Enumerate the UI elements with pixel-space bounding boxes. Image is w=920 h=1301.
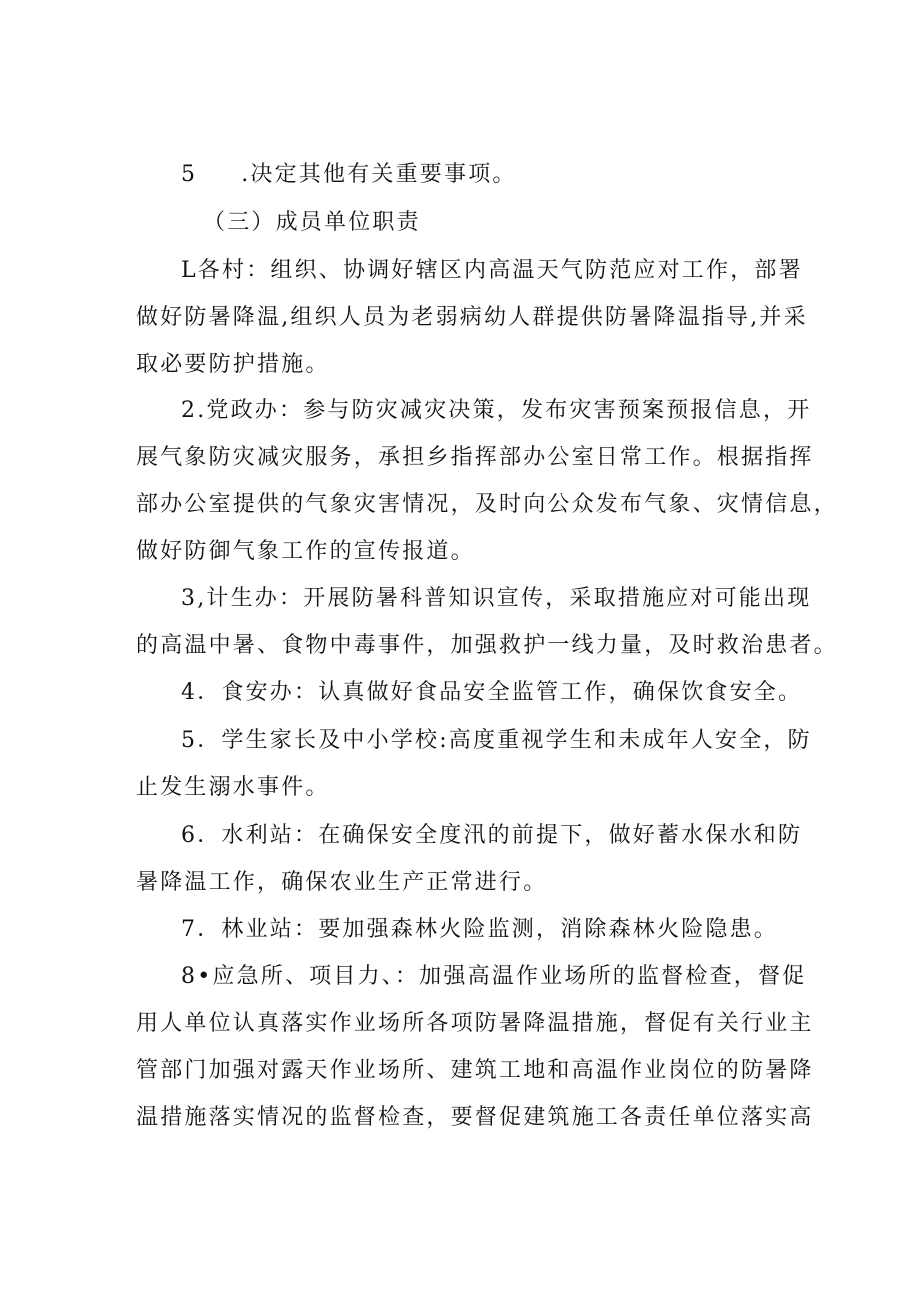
- paragraph-line: 暑降温工作，确保农业生产正常进行。: [136, 870, 548, 895]
- paragraph-line: 8•应急所、项目力、：加强高温作业场所的监督检查，督促: [181, 964, 807, 989]
- paragraph-line: 做好防御气象工作的宣传报道。: [136, 539, 475, 564]
- section-heading: （三）成员单位职责: [203, 210, 421, 235]
- paragraph-line: 止发生溺水事件。: [136, 775, 330, 800]
- paragraph-line: 部办公室提供的气象灾害情况，及时向公众发布气象、灾情信息，: [136, 492, 838, 517]
- item-text: .决定其他有关重要事项。: [241, 162, 517, 187]
- paragraph-line: 6．水利站：在确保安全度汛的前提下，做好蓄水保水和防: [181, 823, 803, 848]
- paragraph-line: 2.党政办：参与防灾减灾决策，发布灾害预案预报信息，开: [181, 398, 812, 423]
- paragraph-line: 做好防暑降温,组织人员为老弱病幼人群提供防暑降温指导,并采: [136, 305, 808, 330]
- paragraph-line: 5．学生家长及中小学校:高度重视学生和未成年人安全，防: [181, 728, 812, 753]
- item-5-decide-matters: [181, 160, 841, 190]
- paragraph-line: 的高温中暑、食物中毒事件，加强救护一线力量，及时救治患者。: [136, 633, 838, 658]
- paragraph-line: 管部门加强对露天作业场所、建筑工地和高温作业岗位的防暑降: [136, 1058, 814, 1083]
- paragraph-line: 4．食安办：认真做好食品安全监管工作，确保饮食安全。: [181, 680, 803, 705]
- paragraph-line: 展气象防灾减灾服务，承担乡指挥部办公室日常工作。根据指挥: [136, 445, 814, 470]
- paragraph-line: 取必要防护措施。: [136, 352, 330, 377]
- paragraph-line: 用人单位认真落实作业场所各项防暑降温措施，督促有关行业主: [136, 1011, 814, 1036]
- paragraph-line: 3,计生办：开展防暑科普知识宣传，采取措施应对可能出现: [181, 586, 812, 611]
- paragraph-line: L各村：组织、协调好辖区内高温天气防范应对工作，部署: [181, 258, 803, 283]
- paragraph-line: 7．林业站：要加强森林火险监测，消除森林火险隐患。: [181, 917, 778, 942]
- paragraph-line: 温措施落实情况的监督检查，要督促建筑施工各责任单位落实高: [136, 1105, 814, 1130]
- item-number: 5: [181, 162, 198, 187]
